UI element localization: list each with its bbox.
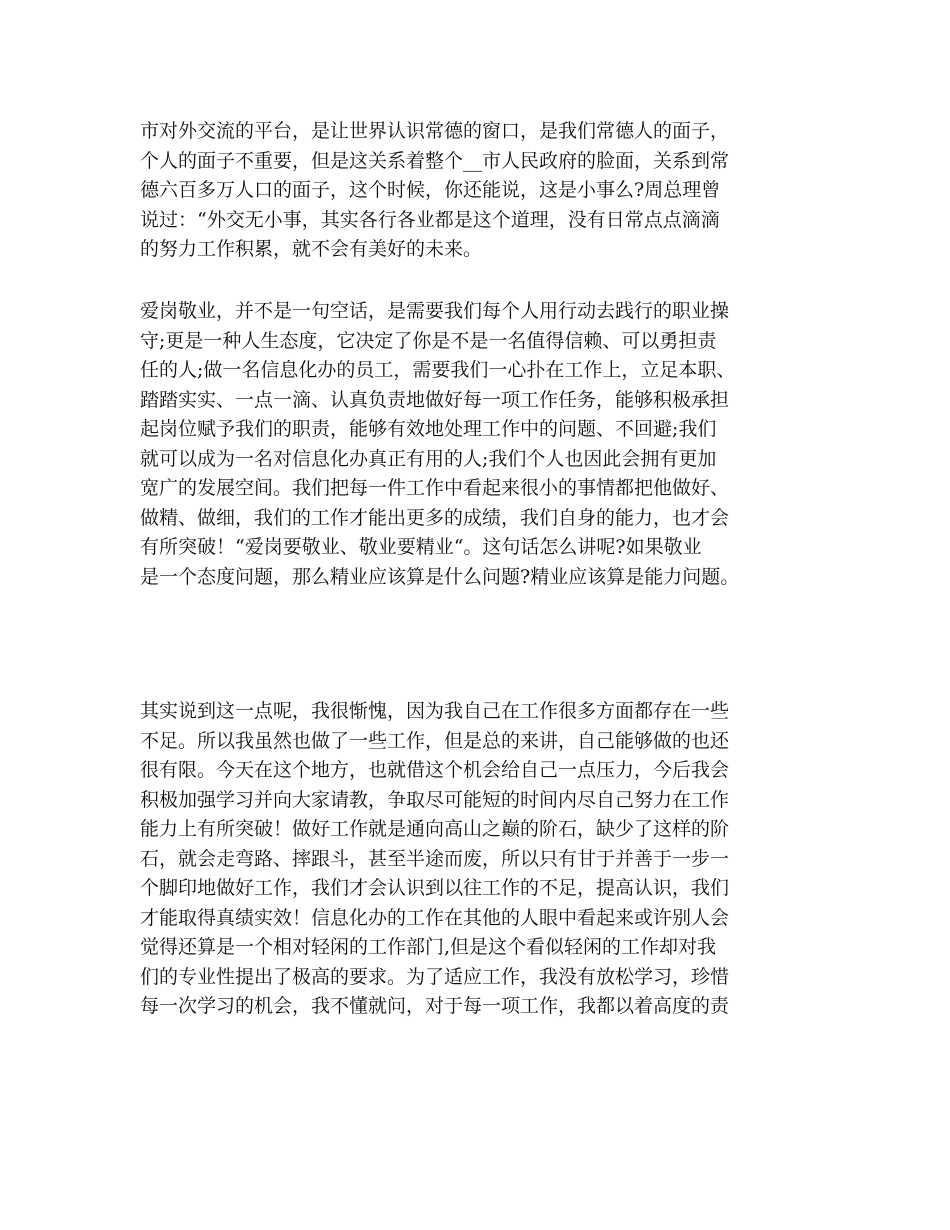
text-line: 做精、做细，我们的工作才能出更多的成绩，我们自身的能力，也才会 bbox=[140, 506, 730, 529]
text-line: 踏踏实实、一点一滴、认真负责地做好每一项工作任务，能够积极承担 bbox=[140, 388, 730, 411]
text-line: 才能取得真绩实效！信息化办的工作在其他的人眼中看起来或许别人会 bbox=[140, 906, 730, 929]
paragraph-3 bbox=[140, 697, 840, 1022]
text-line: 觉得还算是一个相对轻闲的工作部门,但是这个看似轻闲的工作却对我 bbox=[140, 936, 717, 958]
text-line: 个人的面子不重要，但是这关系着整个__市人民政府的脸面，关系到常 bbox=[140, 149, 730, 172]
text-line: 石，就会走弯路、摔跟斗，甚至半途而废，所以只有甘于并善于一步一 bbox=[140, 847, 730, 870]
text-line: 们的专业性提出了极高的要求。为了适应工作，我没有放松学习，珍惜 bbox=[140, 965, 730, 988]
text-line: 其实说到这一点呢，我很惭愧，因为我自己在工作很多方面都存在一些 bbox=[140, 700, 730, 722]
text-line: 是一个态度问题，那么精业应该算是什么问题?精业应该算是能力问题。 bbox=[140, 565, 740, 588]
text-line: 每一次学习的机会，我不懂就问，对于每一项工作，我都以着高度的责 bbox=[140, 995, 730, 1017]
paragraph-2 bbox=[140, 297, 840, 592]
text-line: 能力上有所突破！做好工作就是通向高山之巅的阶石，缺少了这样的阶 bbox=[140, 818, 730, 840]
text-line: 个脚印地做好工作，我们才会认识到以往工作的不足，提高认识，我们 bbox=[140, 877, 730, 899]
text-line: 不足。所以我虽然也做了一些工作，但是总的来讲，自己能够做的也还 bbox=[140, 729, 730, 752]
text-line: 积极加强学习并向大家请教，争取尽可能短的时间内尽自己努力在工作 bbox=[140, 788, 730, 811]
text-line: 德六百多万人口的面子，这个时候，你还能说，这是小事么?周总理曾 bbox=[140, 179, 721, 201]
text-line: 爱岗敬业，并不是一句空话，是需要我们每个人用行动去践行的职业操 bbox=[140, 300, 730, 322]
text-line: 很有限。今天在这个地方，也就借这个机会给自己一点压力，今后我会 bbox=[140, 759, 730, 781]
text-line: 就可以成为一名对信息化办真正有用的人;我们个人也因此会拥有更加 bbox=[140, 447, 717, 470]
text-line: 起岗位赋予我们的职责，能够有效地处理工作中的问题、不回避;我们 bbox=[140, 418, 717, 440]
text-line: 守;更是一种人生态度，它决定了你是不是一名值得信赖、可以勇担责 bbox=[140, 329, 717, 352]
text-line: 的努力工作积累，就不会有美好的未来。 bbox=[140, 238, 483, 260]
text-line: 说过：“外交无小事，其实各行各业都是这个道理，没有日常点点滴滴 bbox=[140, 208, 720, 231]
text-line: 市对外交流的平台，是让世界认识常德的窗口，是我们常德人的面子， bbox=[140, 120, 730, 142]
text-line: 宽广的发展空间。我们把每一件工作中看起来很小的事情都把他做好、 bbox=[140, 477, 730, 499]
paragraph-1 bbox=[140, 117, 840, 265]
text-line: 有所突破！“爱岗要敬业、敬业要精业“。这句话怎么讲呢?如果敬业 bbox=[140, 536, 702, 558]
text-line: 任的人;做一名信息化办的员工，需要我们一心扑在工作上，立足本职、 bbox=[140, 359, 736, 381]
